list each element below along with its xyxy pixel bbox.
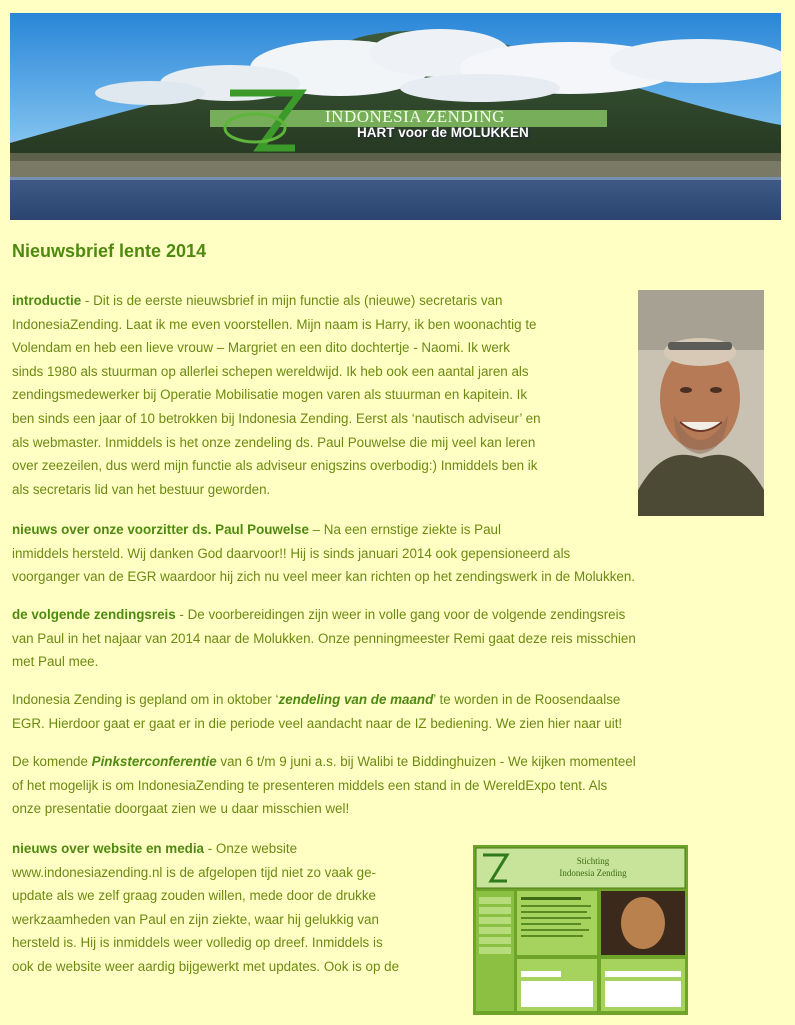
paragraph-introductie xyxy=(12,289,632,501)
text-line: sinds 1980 als stuurman op allerlei schepen wereldwijd. Ik heb ook een aantal jaren als xyxy=(12,363,529,379)
emphasis: Pinksterconferentie xyxy=(91,754,217,769)
text-line: als secretaris lid van het bestuur geworden. xyxy=(12,481,271,497)
text-line: Volendam en heb een lieve vrouw – Margriet en een dito dochtertje - Naomi. Ik werk xyxy=(12,340,510,356)
section-heading: nieuws over website en media xyxy=(12,841,205,856)
header-banner xyxy=(10,13,781,220)
text-line: voorganger van de EGR waardoor hij zich nu veel meer kan richten op het zendingswerk in de Molukken. xyxy=(12,569,636,585)
portrait-photo xyxy=(638,290,764,516)
paragraph-pinksterconferentie xyxy=(12,750,787,821)
text-line: - Dit is de eerste nieuwsbrief in mijn functie als (nieuwe) secretaris van xyxy=(81,293,503,308)
text-line: ook de website weer aardig bijgewerkt met updates. Ook is op de xyxy=(12,958,400,974)
text-line: - De voorbereidingen zijn weer in volle gang voor de volgende zendingsreis xyxy=(175,607,626,622)
text-line: ben sinds een jaar of 10 betrokken bij Indonesia Zending. Eerst als ‘nautisch adviseur’ en xyxy=(12,410,541,426)
text-line: werkzaamheden van Paul en zijn ziekte, waar hij gelukkig van xyxy=(12,911,379,927)
thumb-header-line1: Stichting xyxy=(576,856,610,866)
text-line: - Onze website xyxy=(204,841,298,856)
text-line: als webmaster. Inmiddels is het onze zendeling ds. Paul Pouwelse die mij veel kan leren xyxy=(12,434,536,450)
page-title: Nieuwsbrief lente 2014 xyxy=(12,241,207,261)
paragraph-voorzitter xyxy=(12,518,787,589)
text-line: – Na een ernstige ziekte is Paul xyxy=(308,522,501,537)
section-heading: introductie xyxy=(12,293,82,308)
text-line: van Paul in het najaar van 2014 naar de Molukken. Onze penningmeester Remi gaat deze reis misschien xyxy=(12,630,636,646)
text-line: ’ te worden in de Roosendaalse xyxy=(433,692,621,707)
text-line: update als we zelf graag zouden willen, mede door de drukke xyxy=(12,888,377,904)
text-line: of het mogelijk is om IndonesiaZending te presenteren middels een stand in de WereldExpo tent. Als xyxy=(12,777,608,793)
text-line: IndonesiaZending. Laat ik me even voorstellen. Mijn naam is Harry, ik ben woonachtig te xyxy=(12,316,537,332)
text-line: Indonesia Zending is gepland om in oktober ‘ xyxy=(12,692,279,707)
text-line: www.indonesiazending.nl is de afgelopen tijd niet zo vaak ge- xyxy=(12,864,377,880)
text-line: hersteld is. Hij is inmiddels weer volledig op dreef. Inmiddels is xyxy=(12,935,383,951)
logo-title: INDONESIA ZENDING xyxy=(325,107,505,126)
section-heading: nieuws over onze voorzitter ds. Paul Pouwelse xyxy=(12,522,309,537)
website-screenshot xyxy=(473,845,688,1015)
text-line: EGR. Hierdoor gaat er gaat er in die periode veel aandacht naar de IZ bediening. We zien hier naar uit! xyxy=(12,715,623,731)
section-heading: de volgende zendingsreis xyxy=(12,607,176,622)
emphasis: zendeling van de maand xyxy=(278,692,434,707)
paragraph-zendeling-van-de-maand xyxy=(12,688,787,735)
paragraph-website-media xyxy=(12,837,467,979)
text-line: met Paul mee. xyxy=(12,654,99,670)
text-line: zendingsmedewerker bij Operatie Mobilisatie mogen varen als stuurman en kapitein. Ik xyxy=(12,387,528,403)
logo-subtitle: HART voor de MOLUKKEN xyxy=(357,125,529,140)
thumb-header-line2: Indonesia Zending xyxy=(559,868,627,878)
text-line: inmiddels hersteld. Wij danken God daarvoor!! Hij is sinds januari 2014 ook gepensioneerd als xyxy=(12,545,571,561)
text-line: De komende xyxy=(12,754,92,769)
text-line: van 6 t/m 9 juni a.s. bij Walibi te Biddinghuizen - We kijken momenteel xyxy=(216,754,636,769)
text-line: onze presentatie doorgaat zien we u daar misschien wel! xyxy=(12,801,350,817)
paragraph-zendingsreis xyxy=(12,603,787,674)
text-line: over zeezeilen, dus werd mijn functie als adviseur enigszins overbodig:) Inmiddels ben ik xyxy=(12,458,538,474)
